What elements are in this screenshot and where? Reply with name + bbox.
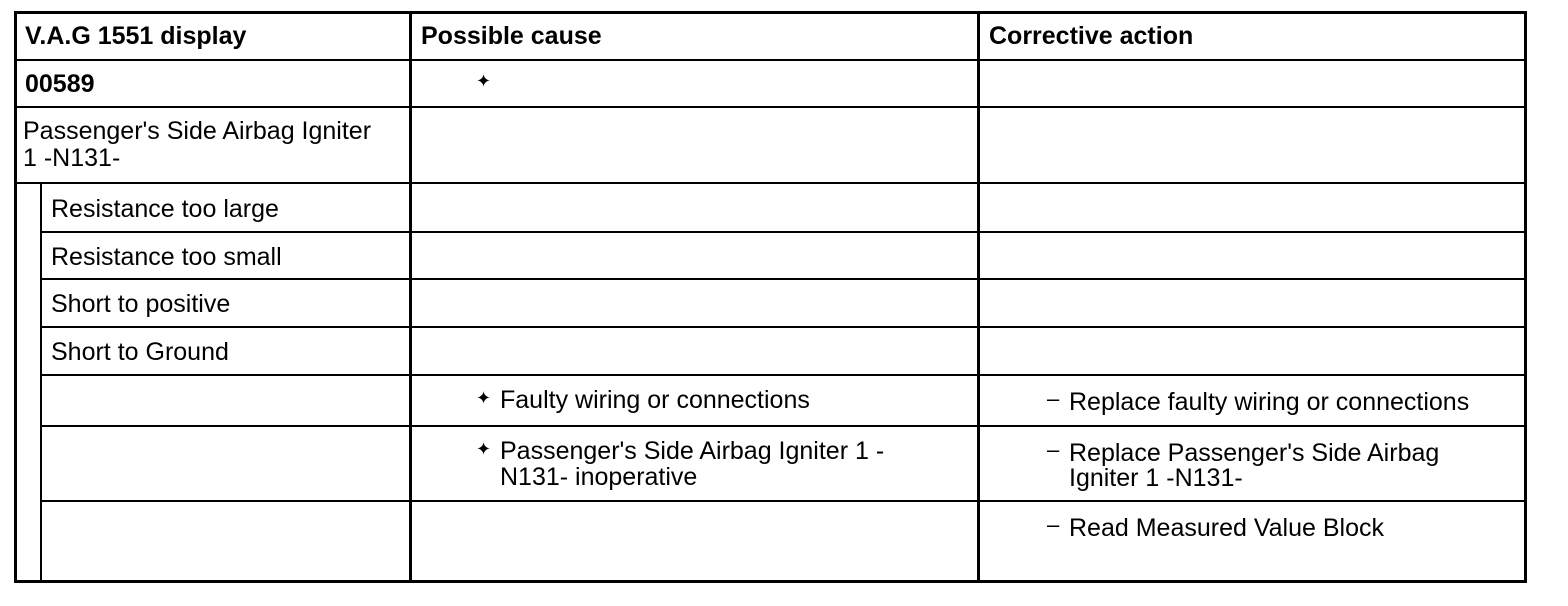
row-divider	[40, 231, 1527, 233]
cause-item-line1: Passenger's Side Airbag Igniter 1 -	[500, 437, 885, 465]
diamond-bullet-icon: ✦	[476, 439, 492, 459]
cause-item-line2: N131- inoperative	[500, 463, 698, 491]
row-divider	[40, 374, 1527, 376]
fault-code: 00589	[25, 70, 95, 98]
dash-icon: –	[1047, 437, 1060, 462]
row-divider	[14, 59, 1527, 61]
row-divider	[40, 278, 1527, 280]
action-item: Read Measured Value Block	[1069, 514, 1384, 542]
column-divider	[977, 11, 980, 583]
header-possible-cause: Possible cause	[421, 22, 602, 50]
table-border-right	[1524, 11, 1527, 583]
dash-icon: –	[1047, 386, 1060, 411]
diamond-bullet-icon: ✦	[476, 71, 492, 91]
dash-icon: –	[1047, 512, 1060, 537]
action-item-line2: Igniter 1 -N131-	[1069, 464, 1243, 492]
condition-item: Resistance too small	[51, 243, 282, 271]
table-border-top	[14, 11, 1527, 14]
condition-item: Short to Ground	[51, 338, 229, 366]
indent-divider	[40, 183, 42, 583]
fault-table	[14, 11, 1527, 583]
component-name-line2: 1 -N131-	[23, 144, 121, 172]
action-item-line1: Replace Passenger's Side Airbag	[1069, 439, 1440, 467]
table-border-left	[14, 11, 17, 583]
header-corrective-action: Corrective action	[989, 22, 1194, 50]
table-border-bottom	[14, 580, 1527, 583]
row-divider	[40, 326, 1527, 328]
condition-item: Resistance too large	[51, 195, 279, 223]
condition-item: Short to positive	[51, 290, 231, 318]
row-divider	[14, 182, 1527, 184]
row-divider	[40, 425, 1527, 427]
component-name-line1: Passenger's Side Airbag Igniter	[23, 117, 372, 145]
diamond-bullet-icon: ✦	[476, 388, 492, 408]
row-divider	[14, 106, 1527, 108]
row-divider	[40, 500, 1527, 502]
action-item: Replace faulty wiring or connections	[1069, 388, 1470, 416]
column-divider	[409, 11, 412, 583]
header-display: V.A.G 1551 display	[25, 22, 247, 50]
cause-item: Faulty wiring or connections	[500, 386, 810, 414]
